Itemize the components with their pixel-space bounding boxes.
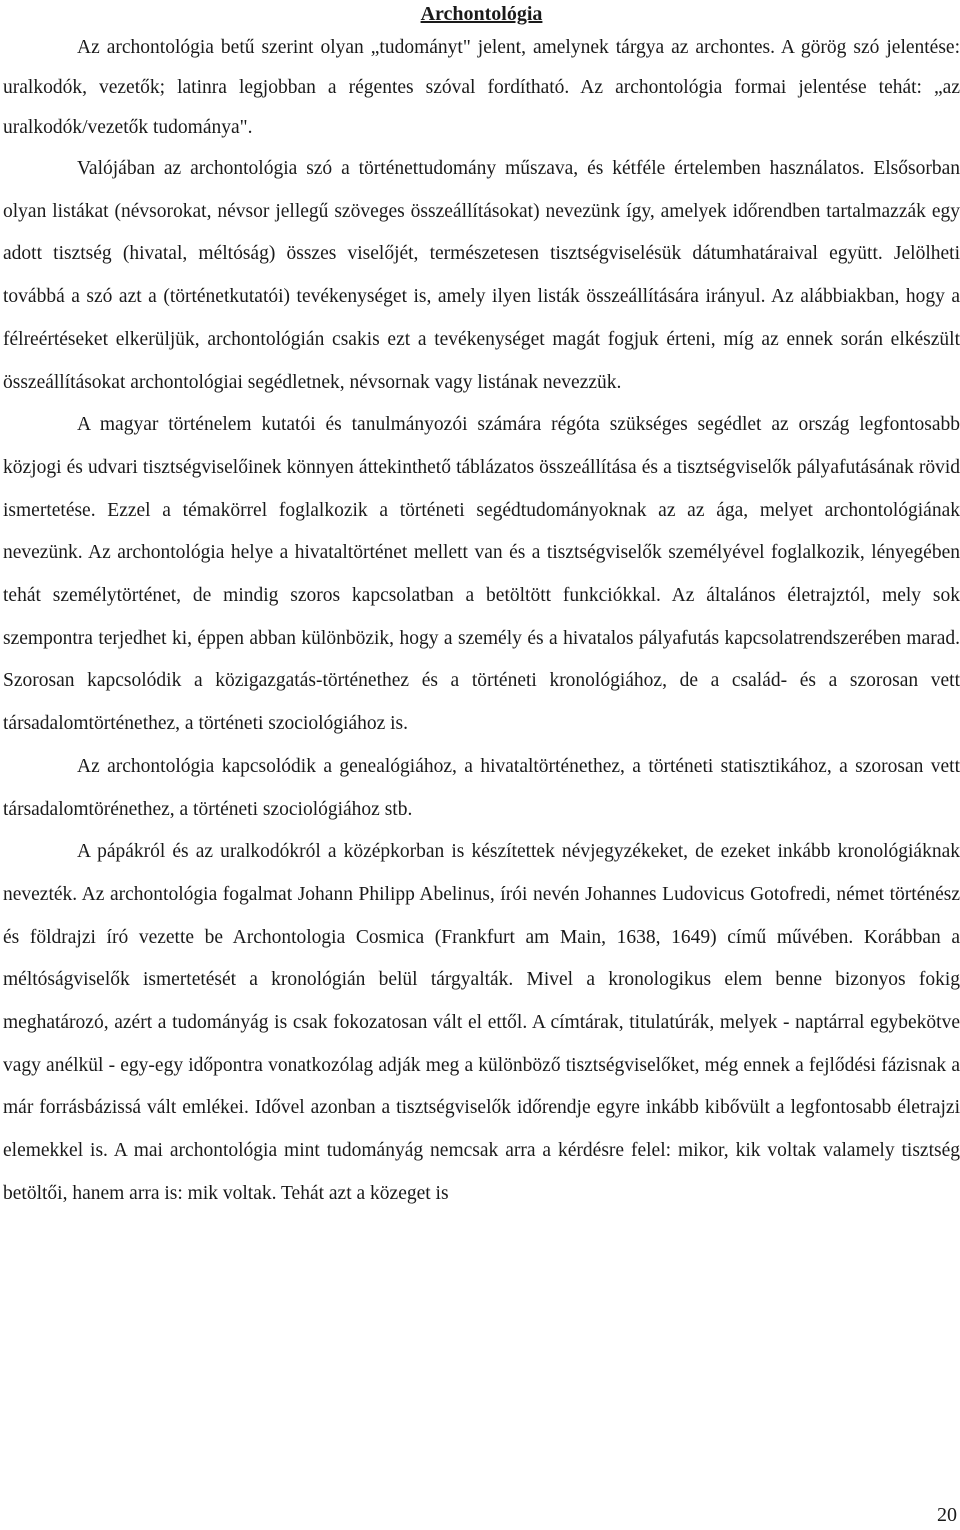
paragraph-2: Valójában az archontológia szó a történettudomány műszava, és kétféle értelemben használatos. Elsősorban olyan listákat (névsorokat, névsor jellegű szöveges összeállításokat) nevezünk így, amelyek időrendben tartalmazzák egy adott tisztség (hivatal, méltóság) összes viselőjét, természetesen tisztségviselésük dátumhatáraival együtt. Jelölheti továbbá a szó azt a (történetkutatói) tevékenységet is, amely ilyen listák összeállítására irányul. Az alábbiakban, hogy a félreértéseket elkerüljük, archontológián csakis ezt a tevékenységet magát fogjuk érteni, míg az ennek során elkészült összeállításokat archontológiai segédletnek, névsornak vagy listának nevezzük. [3, 158, 960, 393]
paragraph-5: A pápákról és az uralkodókról a középkorban is készítettek névjegyzékeket, de ezeket inkább kronológiáknak nevezték. Az archontológia fogalmat Johann Philipp Abelinus, írói nevén Johannes Ludovicus Gotofredi, német történész és földrajzi író vezette be Archontologia Cosmica (Frankfurt am Main, 1638, 1649) című művében. Korábban a méltóságviselők ismertetését a kronológián belül tárgyalták. Mivel a kronologikus elem benne bizonyos fokig meghatározó, azért a tudományág is csak fokozatosan vált el ettől. A címtárak, titulatúrák, melyek - naptárral egybekötve vagy anélkül - egy-egy időpontra vonatkozólag adják meg a különböző tisztségviselőket, még ennek a fejlődési fázisnak a már forrásbázissá vált emlékei. Idővel azonban a tisztségviselők időrendje egyre inkább kibővült a legfontosabb életrajzi elemekkel is. A mai archontológia mint tudományág nemcsak arra a kérdésre felel: mikor, kik voltak valamely tisztség betöltői, hanem arra is: mik voltak. Tehát azt a közeget is [3, 841, 960, 1204]
document-title: Archontológia [420, 3, 543, 25]
page-number: 20 [937, 1504, 957, 1526]
paragraph-1: Az archontológia betű szerint olyan „tudományt" jelent, amelynek tárgya az archontes. A görög szó jelentése: uralkodók, vezetők; latinra legjobban a régentes szóval fordítható. Az archontológia formai jelentése tehát: „az uralkodók/vezetők tudománya". [3, 37, 960, 138]
paragraph-4: Az archontológia kapcsolódik a genealógiához, a hivataltörténethez, a történeti statisztikához, a szorosan vett társadalomtörénethez, a történeti szociológiához stb. [3, 755, 960, 820]
paragraph-3: A magyar történelem kutatói és tanulmányozói számára régóta szükséges segédlet az ország legfontosabb közjogi és udvari tisztségviselőinek könnyen áttekinthető táblázatos összeállítása és a tisztségviselők pályafutásának rövid ismertetése. Ezzel a témakörrel foglalkozik a történeti segédtudományoknak az az ága, melyet archontológiának nevezünk. Az archontológia helye a hivataltörténet mellett van és a tisztségviselők személyével foglalkozik, lényegében tehát személytörténet, de mindig szoros kapcsolatban a betöltött funkciókkal. Az általános életrajztól, mely sok szempontra terjedhet ki, éppen abban különbözik, hogy a személy és a hivatalos pályafutás kapcsolatrendszerében marad. Szorosan kapcsolódik a közigazgatás-történethez és a történeti kronológiához, de a család- és a szorosan vett társadalomtörténethez, a történeti szociológiához is. [3, 414, 960, 735]
document-page [3, 0, 960, 1216]
